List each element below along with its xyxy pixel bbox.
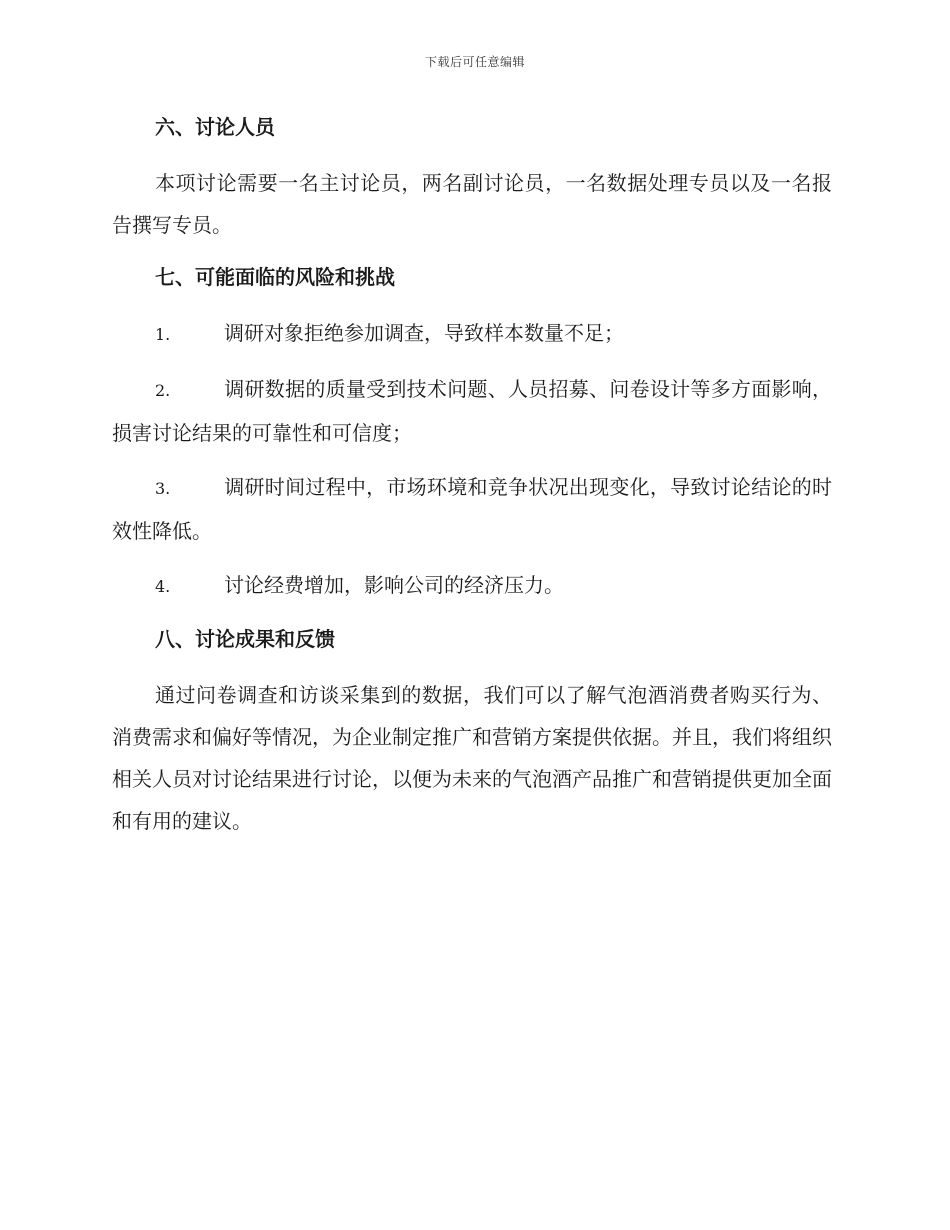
list-item-number: 3.	[155, 479, 171, 498]
list-item-text: 调研时间过程中，市场环境和竞争状况出现变化，导致讨论结论的时效性降低。	[112, 475, 832, 543]
list-item-text: 调研数据的质量受到技术问题、人员招募、问卷设计等多方面影响，损害讨论结果的可靠性和可信度；	[112, 377, 832, 445]
list-item-number: 2.	[155, 381, 171, 400]
list-item-number: 4.	[155, 577, 171, 596]
list-item-text: 调研对象拒绝参加调查，导致样本数量不足；	[224, 321, 624, 345]
list-item-number: 1.	[155, 325, 171, 344]
section-heading-personnel: 六、讨论人员	[155, 115, 275, 139]
section-heading-results: 八、讨论成果和反馈	[155, 627, 335, 651]
document-body	[112, 108, 832, 854]
paragraph-personnel: 本项讨论需要一名主讨论员，两名副讨论员，一名数据处理专员以及一名报告撰写专员。	[112, 171, 832, 237]
list-item	[112, 312, 832, 356]
paragraph-results: 通过问卷调查和访谈采集到的数据，我们可以了解气泡酒消费者购买行为、消费需求和偏好等情况，为企业制定推广和营销方案提供依据。并且，我们将组织相关人员对讨论结果进行讨论，以便为未来的气泡酒产品推广和营销提供更加全面和有用的建议。	[112, 683, 832, 833]
list-item	[112, 466, 832, 552]
section-heading-risks: 七、可能面临的风险和挑战	[155, 265, 395, 289]
list-item-text: 讨论经费增加，影响公司的经济压力。	[224, 573, 564, 597]
list-item	[112, 564, 832, 608]
list-item	[112, 368, 832, 454]
header-note: 下载后可任意编辑	[424, 55, 525, 69]
